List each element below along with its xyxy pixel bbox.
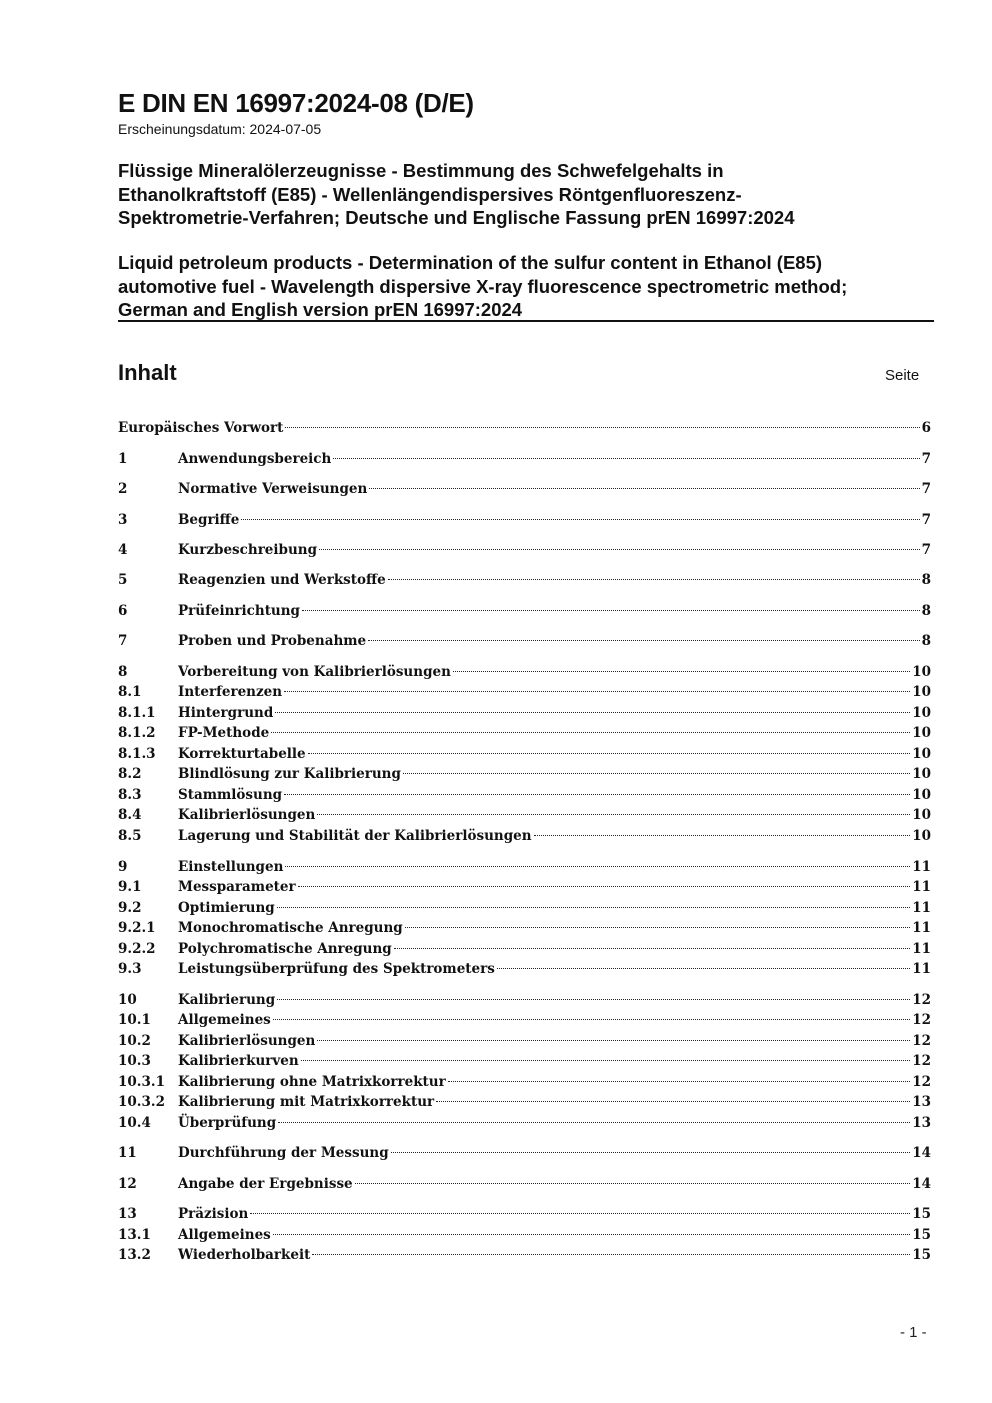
toc-entry-page: 13 bbox=[912, 1115, 931, 1131]
toc-entry[interactable] bbox=[118, 1010, 931, 1030]
toc-entry[interactable] bbox=[118, 631, 931, 651]
toc-entry-page: 10 bbox=[912, 766, 931, 782]
toc-entry-number: 9.1 bbox=[118, 879, 142, 895]
toc-entry-page: 12 bbox=[912, 1012, 931, 1028]
toc-entry[interactable] bbox=[118, 1113, 931, 1133]
toc-dot-leader bbox=[312, 1254, 910, 1255]
toc-entry-page: 6 bbox=[921, 420, 931, 436]
toc-dot-leader bbox=[391, 1152, 911, 1153]
toc-entry-page: 12 bbox=[912, 1053, 931, 1069]
toc-dot-leader bbox=[250, 1213, 910, 1214]
toc-entry-label: Überprüfung bbox=[178, 1115, 277, 1131]
toc-entry-page: 15 bbox=[912, 1206, 931, 1222]
toc-entry-number: 10.4 bbox=[118, 1115, 151, 1131]
toc-entry[interactable] bbox=[118, 826, 931, 846]
toc-dot-leader bbox=[301, 1060, 911, 1061]
toc-entry-label: Kalibrierkurven bbox=[178, 1053, 299, 1069]
title-divider bbox=[118, 320, 934, 322]
toc-entry-number: 7 bbox=[118, 633, 128, 649]
english-title-line: automotive fuel - Wavelength dispersive X-ray fluorescence spectrometric method; bbox=[118, 275, 848, 297]
toc-dot-leader bbox=[405, 927, 910, 928]
toc-dot-leader bbox=[448, 1081, 910, 1082]
german-title-line: Ethanolkraftstoff (E85) - Wellenlängendispersives Röntgenfluoreszenz- bbox=[118, 183, 742, 205]
toc-entry-label: Einstellungen bbox=[178, 859, 284, 875]
toc-entry-label: Vorbereitung von Kalibrierlösungen bbox=[178, 664, 451, 680]
toc-entry[interactable] bbox=[118, 990, 931, 1010]
toc-dot-leader bbox=[302, 610, 920, 611]
toc-dot-leader bbox=[273, 1234, 910, 1235]
toc-entry-number: 8.1.1 bbox=[118, 705, 156, 721]
toc-entry-number: 9 bbox=[118, 859, 128, 875]
toc-entry-label: Messparameter bbox=[178, 879, 296, 895]
toc-dot-leader bbox=[273, 1019, 910, 1020]
toc-dot-leader bbox=[319, 549, 920, 550]
toc-entry[interactable] bbox=[118, 1031, 931, 1051]
toc-entry-number: 11 bbox=[118, 1145, 137, 1161]
toc-entry[interactable] bbox=[118, 449, 931, 469]
toc-entry[interactable] bbox=[118, 570, 931, 590]
toc-entry-page: 13 bbox=[912, 1094, 931, 1110]
toc-dot-leader bbox=[368, 640, 919, 641]
toc-entry-label: Begriffe bbox=[178, 512, 240, 528]
toc-entry-number: 8.1.2 bbox=[118, 725, 156, 741]
toc-entry-number: 13.1 bbox=[118, 1227, 151, 1243]
toc-entry[interactable] bbox=[118, 540, 931, 560]
toc-entry-label: Reagenzien und Werkstoffe bbox=[178, 572, 386, 588]
toc-dot-leader bbox=[284, 691, 910, 692]
german-title-line: Spektrometrie-Verfahren; Deutsche und Englische Fassung prEN 16997:2024 bbox=[118, 207, 795, 228]
toc-entry-number: 10.3.2 bbox=[118, 1094, 165, 1110]
toc-dot-leader bbox=[403, 773, 910, 774]
toc-entry-label: Wiederholbarkeit bbox=[178, 1247, 311, 1263]
toc-entry-label: Leistungsüberprüfung des Spektrometers bbox=[178, 961, 495, 977]
toc-entry-label: Kalibrierung mit Matrixkorrektur bbox=[178, 1094, 435, 1110]
toc-dot-leader bbox=[388, 579, 920, 580]
toc-entry-label: Kalibrierlösungen bbox=[178, 1033, 316, 1049]
english-title bbox=[118, 251, 934, 322]
toc-entry-label: Kalibrierung ohne Matrixkorrektur bbox=[178, 1074, 446, 1090]
toc-dot-leader bbox=[241, 519, 919, 520]
toc-entry-label: Kalibrierung bbox=[178, 992, 276, 1008]
toc-dot-leader bbox=[285, 427, 919, 428]
toc-entry-label: Anwendungsbereich bbox=[178, 451, 332, 467]
toc-entry[interactable] bbox=[118, 785, 931, 805]
toc-entry-page: 10 bbox=[912, 725, 931, 741]
toc-entry-label: Blindlösung zur Kalibrierung bbox=[178, 766, 401, 782]
toc-entry[interactable] bbox=[118, 939, 931, 959]
toc-entry[interactable] bbox=[118, 662, 931, 682]
toc-entry-label: FP-Methode bbox=[178, 725, 270, 741]
toc-entry-page: 11 bbox=[912, 859, 931, 875]
toc-entry-label: Stammlösung bbox=[178, 787, 283, 803]
toc-heading: Inhalt bbox=[118, 360, 177, 385]
toc-entry-label: Korrekturtabelle bbox=[178, 746, 306, 762]
toc-dot-leader bbox=[333, 458, 919, 459]
toc-entry-page: 8 bbox=[921, 603, 931, 619]
toc-entry-page: 15 bbox=[912, 1247, 931, 1263]
toc-entry-number: 10 bbox=[118, 992, 137, 1008]
toc-entry-page: 12 bbox=[912, 1074, 931, 1090]
toc-dot-leader bbox=[298, 886, 911, 887]
toc-entry-page: 7 bbox=[921, 512, 931, 528]
toc-entry[interactable] bbox=[118, 1051, 931, 1071]
toc-entry-number: 9.2.2 bbox=[118, 941, 156, 957]
document-id: E DIN EN 16997:2024-08 (D/E) bbox=[118, 88, 474, 118]
german-title-line: Flüssige Mineralölerzeugnisse - Bestimmung des Schwefelgehalts in bbox=[118, 160, 724, 181]
toc-dot-leader bbox=[285, 866, 910, 867]
toc-entry-page: 11 bbox=[912, 941, 931, 957]
toc-entry-number: 8.3 bbox=[118, 787, 142, 803]
toc-entry-label: Durchführung der Messung bbox=[178, 1145, 389, 1161]
toc-entry[interactable] bbox=[118, 1225, 931, 1245]
toc-entry-page: 11 bbox=[912, 920, 931, 936]
toc-entry[interactable] bbox=[118, 898, 931, 918]
toc-entry-page: 8 bbox=[921, 633, 931, 649]
toc-entry-page: 10 bbox=[912, 664, 931, 680]
toc-entry-label: Kalibrierlösungen bbox=[178, 807, 316, 823]
toc-entry-label: Angabe der Ergebnisse bbox=[178, 1176, 353, 1192]
toc-entry-label: Europäisches Vorwort bbox=[118, 420, 284, 436]
toc-entry-page: 11 bbox=[912, 961, 931, 977]
toc-entry[interactable] bbox=[118, 703, 931, 723]
toc-entry-number: 10.3 bbox=[118, 1053, 151, 1069]
toc-entry-number: 13 bbox=[118, 1206, 137, 1222]
page-number: - 1 - bbox=[900, 1324, 927, 1341]
toc-dot-leader bbox=[355, 1183, 911, 1184]
toc-dot-leader bbox=[271, 732, 910, 733]
publication-date: Erscheinungsdatum: 2024-07-05 bbox=[118, 121, 322, 137]
toc-entry[interactable] bbox=[118, 682, 931, 702]
toc-entry[interactable] bbox=[118, 918, 931, 938]
toc-dot-leader bbox=[275, 712, 910, 713]
toc-entry-page: 12 bbox=[912, 992, 931, 1008]
toc-entry-page: 10 bbox=[912, 787, 931, 803]
toc-entry[interactable] bbox=[118, 744, 931, 764]
toc-entry-label: Allgemeines bbox=[178, 1012, 271, 1028]
toc-entry[interactable] bbox=[118, 857, 931, 877]
toc-dot-leader bbox=[436, 1101, 910, 1102]
toc-entry[interactable] bbox=[118, 805, 931, 825]
toc-entry-number: 10.1 bbox=[118, 1012, 151, 1028]
toc-entry-label: Proben und Probenahme bbox=[178, 633, 367, 649]
toc-entry-page: 10 bbox=[912, 705, 931, 721]
toc-dot-leader bbox=[278, 1122, 910, 1123]
toc-entry[interactable] bbox=[118, 959, 931, 979]
toc-entry-number: 5 bbox=[118, 572, 128, 588]
toc-entry-label: Monochromatische Anregung bbox=[178, 920, 403, 936]
toc-entry-page: 15 bbox=[912, 1227, 931, 1243]
toc-entry-number: 8.2 bbox=[118, 766, 142, 782]
toc-entry-label: Optimierung bbox=[178, 900, 275, 916]
toc-entry-page: 10 bbox=[912, 807, 931, 823]
toc-entry-number: 8 bbox=[118, 664, 128, 680]
toc-entry-page: 7 bbox=[921, 542, 931, 558]
toc-entry-page: 7 bbox=[921, 481, 931, 497]
toc-entry-number: 3 bbox=[118, 512, 128, 528]
toc-entry-label: Polychromatische Anregung bbox=[178, 941, 392, 957]
toc-entry-number: 8.1.3 bbox=[118, 746, 156, 762]
toc-dot-leader bbox=[534, 835, 911, 836]
toc-entry[interactable] bbox=[118, 877, 931, 897]
toc-entry-number: 6 bbox=[118, 603, 128, 619]
toc-entry-number: 13.2 bbox=[118, 1247, 151, 1263]
toc-entry-label: Hintergrund bbox=[178, 705, 274, 721]
toc-entry-number: 9.2.1 bbox=[118, 920, 156, 936]
toc-entry-page: 10 bbox=[912, 828, 931, 844]
toc-entry[interactable] bbox=[118, 510, 931, 530]
toc-entry-page: 8 bbox=[921, 572, 931, 588]
toc-entry-label: Kurzbeschreibung bbox=[178, 542, 318, 558]
german-title bbox=[118, 159, 934, 230]
toc-entry-number: 8.5 bbox=[118, 828, 142, 844]
toc-entry[interactable] bbox=[118, 723, 931, 743]
toc-entry-number: 1 bbox=[118, 451, 128, 467]
toc-entry-label: Normative Verweisungen bbox=[178, 481, 368, 497]
toc-entry-label: Prüfeinrichtung bbox=[178, 603, 301, 619]
toc-dot-leader bbox=[394, 948, 910, 949]
toc-entry-label: Allgemeines bbox=[178, 1227, 271, 1243]
toc-entry-label: Präzision bbox=[178, 1206, 249, 1222]
toc-dot-leader bbox=[284, 794, 910, 795]
toc-entry-number: 10.2 bbox=[118, 1033, 151, 1049]
toc-dot-leader bbox=[317, 814, 910, 815]
toc-entry[interactable] bbox=[118, 1092, 931, 1112]
toc-entry-number: 9.3 bbox=[118, 961, 142, 977]
toc-dot-leader bbox=[308, 753, 911, 754]
toc-entry-page: 11 bbox=[912, 879, 931, 895]
toc-entry-label: Lagerung und Stabilität der Kalibrierlösungen bbox=[178, 828, 532, 844]
toc-entry-number: 2 bbox=[118, 481, 128, 497]
toc-entry[interactable] bbox=[118, 479, 931, 499]
toc-entry-number: 8.4 bbox=[118, 807, 142, 823]
toc-dot-leader bbox=[497, 968, 910, 969]
toc-entry-page: 14 bbox=[912, 1145, 931, 1161]
toc-entry-number: 10.3.1 bbox=[118, 1074, 165, 1090]
toc-entry-number: 12 bbox=[118, 1176, 137, 1192]
toc-dot-leader bbox=[453, 671, 910, 672]
english-title-line: Liquid petroleum products - Determination of the sulfur content in Ethanol (E85) bbox=[118, 252, 823, 273]
toc-entry[interactable] bbox=[118, 1072, 931, 1092]
english-title-line: German and English version prEN 16997:2024 bbox=[118, 299, 523, 320]
toc-entry-page: 10 bbox=[912, 746, 931, 762]
toc-dot-leader bbox=[369, 488, 919, 489]
toc-entry[interactable] bbox=[118, 418, 931, 438]
toc-entry[interactable] bbox=[118, 764, 931, 784]
toc-entry[interactable] bbox=[118, 1204, 931, 1224]
toc-entry-label: Interferenzen bbox=[178, 684, 283, 700]
toc-entry-number: 4 bbox=[118, 542, 128, 558]
toc-entry-page: 7 bbox=[921, 451, 931, 467]
toc-entry-number: 9.2 bbox=[118, 900, 142, 916]
toc-entry-page: 11 bbox=[912, 900, 931, 916]
toc-entry-page: 12 bbox=[912, 1033, 931, 1049]
toc-entry[interactable] bbox=[118, 1143, 931, 1163]
toc-entry-page: 14 bbox=[912, 1176, 931, 1192]
toc-dot-leader bbox=[317, 1040, 910, 1041]
toc-entry[interactable] bbox=[118, 1245, 931, 1265]
toc-entry[interactable] bbox=[118, 1174, 931, 1194]
toc-page-label: Seite bbox=[885, 367, 920, 384]
toc-dot-leader bbox=[277, 907, 910, 908]
toc-dot-leader bbox=[277, 999, 910, 1000]
toc-entry[interactable] bbox=[118, 601, 931, 621]
toc-entry-page: 10 bbox=[912, 684, 931, 700]
toc-entry-number: 8.1 bbox=[118, 684, 142, 700]
